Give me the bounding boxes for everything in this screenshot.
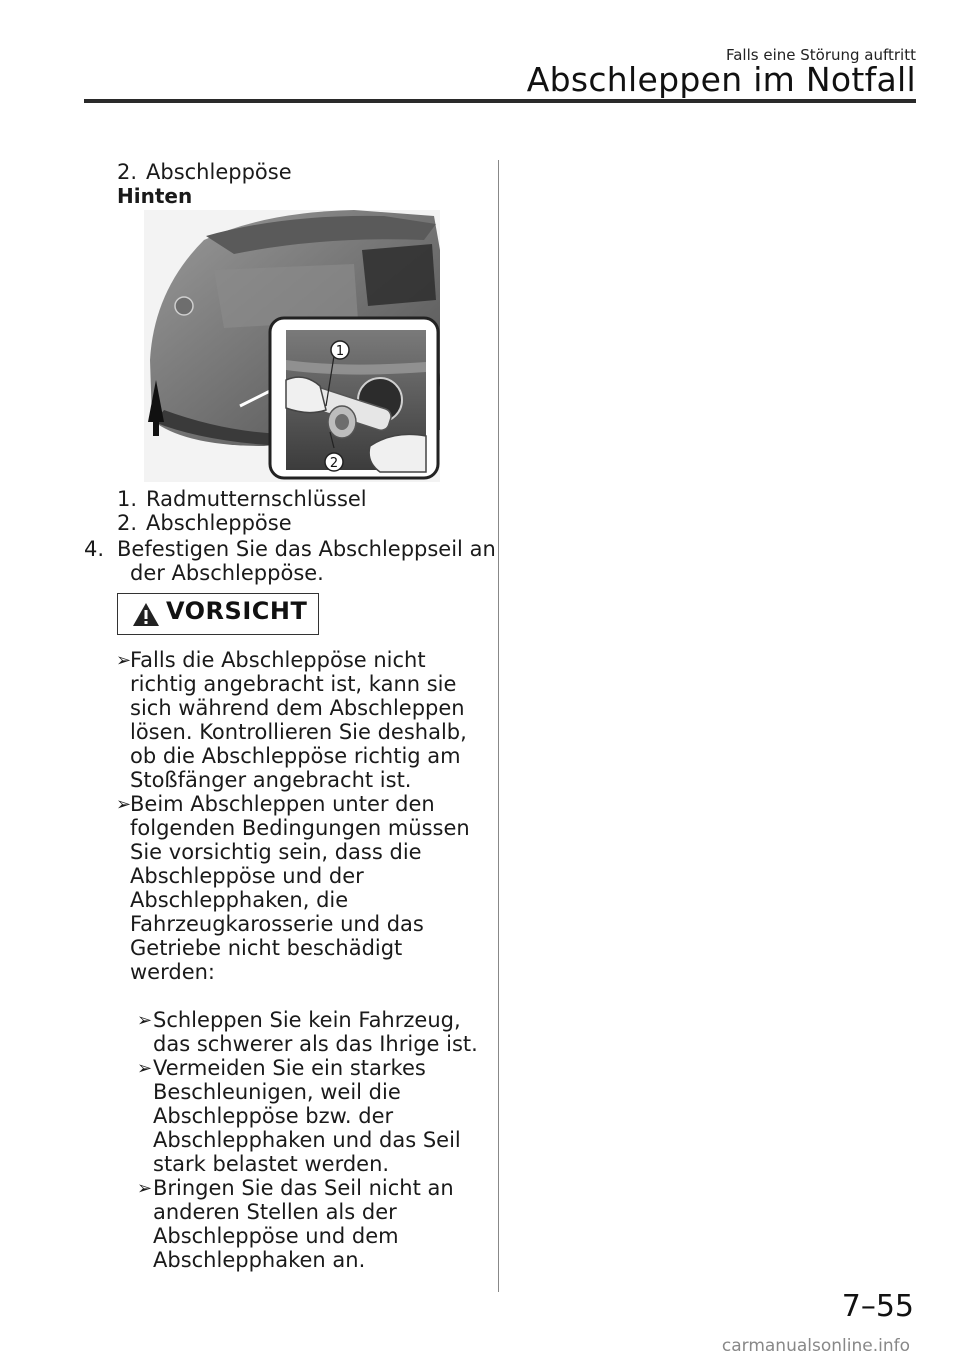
caution-subitem-3-line-4: Abschlepphaken an.: [153, 1248, 366, 1272]
caution-item-2-line-8: werden:: [130, 960, 215, 984]
bullet-arrow-icon: ➢: [137, 1058, 153, 1079]
caution-item-2-line-6: Fahrzeugkarosserie und das: [130, 912, 424, 936]
column-divider: [498, 160, 499, 1292]
caution-item-2-line-1: Beim Abschleppen unter den: [130, 792, 435, 816]
caution-box: [117, 593, 319, 635]
caution-subitem-3-line-3: Abschleppöse und dem: [153, 1224, 399, 1248]
step-intro-number: 2.: [117, 160, 138, 184]
step4-line-2: der Abschleppöse.: [130, 561, 324, 585]
legend-1-text: Radmutternschlüssel: [146, 487, 367, 511]
caution-subitem-2-line-5: stark belastet werden.: [153, 1152, 390, 1176]
caution-item-2-line-2: folgenden Bedingungen müssen: [130, 816, 470, 840]
page-number: 7–55: [841, 1289, 914, 1324]
bullet-arrow-icon: ➢: [137, 1178, 153, 1199]
callout-2: 2: [329, 456, 339, 471]
watermark: carmanualsonline.info: [721, 1336, 910, 1356]
step-intro-text: Abschleppöse: [146, 160, 292, 184]
caution-item-1-line-4: lösen. Kontrollieren Sie deshalb,: [130, 720, 467, 744]
warning-icon: [132, 602, 160, 633]
legend-1-number: 1.: [117, 487, 138, 511]
caution-subitem-3-line-1: Bringen Sie das Seil nicht an: [153, 1176, 454, 1200]
caution-label: VORSICHT: [166, 597, 308, 625]
caution-item-2-line-5: Abschlepphaken, die: [130, 888, 349, 912]
bullet-arrow-icon: ➢: [137, 1010, 153, 1031]
bullet-arrow-icon: ➢: [116, 794, 132, 815]
subheading-hinten: Hinten: [117, 184, 193, 208]
chapter-title: Falls eine Störung auftritt: [725, 46, 916, 64]
caution-item-1-line-1: Falls die Abschleppöse nicht: [130, 648, 426, 672]
caution-item-2-line-3: Sie vorsichtig sein, dass die: [130, 840, 422, 864]
caution-item-1-line-2: richtig angebracht ist, kann sie: [130, 672, 457, 696]
caution-item-1-line-5: ob die Abschleppöse richtig am: [130, 744, 461, 768]
caution-subitem-2-line-3: Abschleppöse bzw. der: [153, 1104, 394, 1128]
callout-1: 1: [335, 344, 345, 359]
step4-number: 4.: [84, 537, 105, 561]
caution-subitem-2-line-2: Beschleunigen, weil die: [153, 1080, 401, 1104]
caution-subitem-2-line-4: Abschlepphaken und das Seil: [153, 1128, 461, 1152]
caution-subitem-1-line-2: das schwerer als das Ihrige ist.: [153, 1032, 478, 1056]
caution-subitem-2-line-1: Vermeiden Sie ein starkes: [153, 1056, 426, 1080]
caution-item-1-line-6: Stoßfänger angebracht ist.: [130, 768, 412, 792]
caution-item-2-line-7: Getriebe nicht beschädigt: [130, 936, 403, 960]
section-title: Abschleppen im Notfall: [526, 60, 916, 99]
legend-2-text: Abschleppöse: [146, 511, 292, 535]
caution-subitem-1-line-1: Schleppen Sie kein Fahrzeug,: [153, 1008, 461, 1032]
bullet-arrow-icon: ➢: [116, 650, 132, 671]
caution-subitem-3-line-2: anderen Stellen als der: [153, 1200, 397, 1224]
step4-line-1: Befestigen Sie das Abschleppseil an: [117, 537, 496, 561]
legend-2-number: 2.: [117, 511, 138, 535]
header-rule: [84, 99, 916, 103]
figure-rear-tow-hook: [144, 210, 440, 482]
caution-item-1-line-3: sich während dem Abschleppen: [130, 696, 465, 720]
caution-item-2-line-4: Abschleppöse und der: [130, 864, 364, 888]
